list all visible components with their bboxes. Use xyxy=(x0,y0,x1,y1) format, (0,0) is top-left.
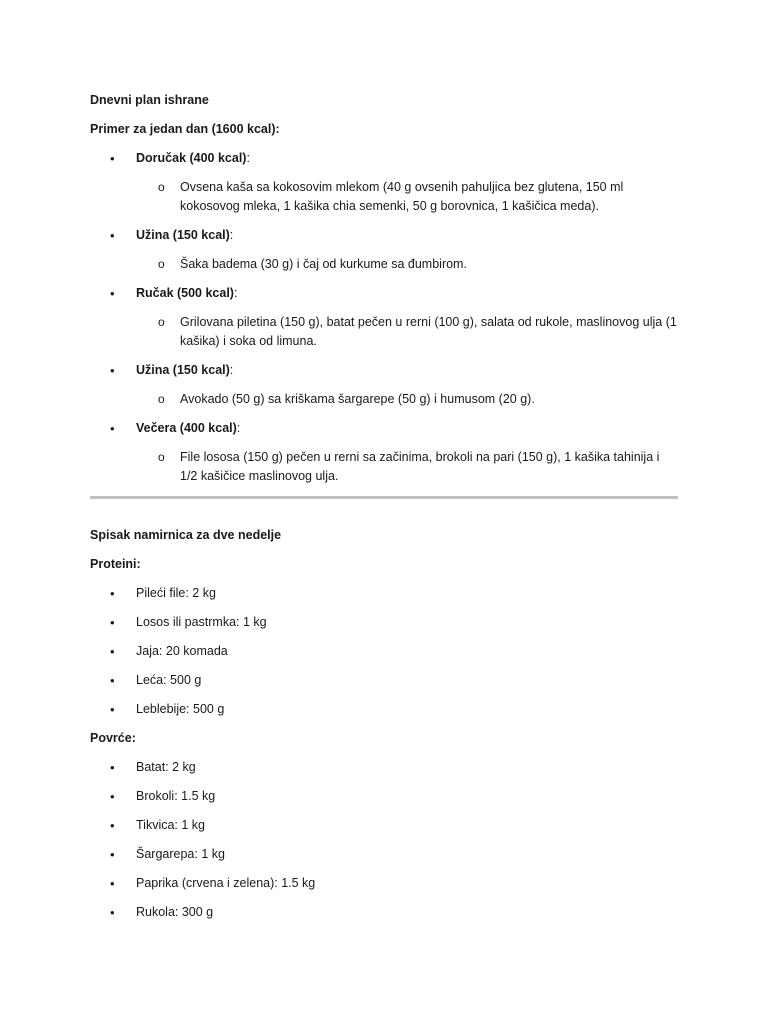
document-page xyxy=(90,91,680,932)
meal-suffix: : xyxy=(236,421,241,435)
list-item xyxy=(90,874,680,893)
plan-subtitle: Primer za jedan dan (1600 kcal): xyxy=(90,122,280,136)
meal-item xyxy=(90,149,680,216)
meal-suffix: : xyxy=(229,228,234,242)
meal-detail xyxy=(90,313,680,351)
meal-list xyxy=(90,149,680,486)
list-item-text: Leblebije: 500 g xyxy=(136,702,225,716)
list-item xyxy=(90,758,680,777)
list-item xyxy=(90,584,680,603)
meal-item xyxy=(90,361,680,409)
list-item-text: Šargarepa: 1 kg xyxy=(136,847,225,861)
meal-detail xyxy=(90,255,680,274)
bullet-icon: • xyxy=(110,905,115,920)
bullet-icon: • xyxy=(110,586,115,601)
meal-detail-text: Šaka badema (30 g) i čaj od kurkume sa đumbirom. xyxy=(180,257,467,271)
meal-item xyxy=(90,284,680,351)
list-item xyxy=(90,845,680,864)
meal-detail-text: File lososa (150 g) pečen u rerni sa začinima, brokoli na pari (150 g), 1 kašika tahinija i 1/2 kašičice maslinovog ulja. xyxy=(180,450,660,483)
bullet-icon: • xyxy=(110,286,115,301)
shopping-title: Spisak namirnica za dve nedelje xyxy=(90,528,282,542)
bullet-icon: • xyxy=(110,615,115,630)
meal-item xyxy=(90,419,680,486)
list-item-text: Rukola: 300 g xyxy=(136,905,214,919)
meal-detail-text: Avokado (50 g) sa kriškama šargarepe (50 g) i humusom (20 g). xyxy=(180,392,535,406)
list-item-text: Tikvica: 1 kg xyxy=(136,818,206,832)
meal-suffix: : xyxy=(246,151,250,165)
list-item xyxy=(90,613,680,632)
meal-detail-text: Ovsena kaša sa kokosovim mlekom (40 g ovsenih pahuljica bez glutena, 150 ml kokosovog mleka, 1 kašika chia semenki, 50 g borovnica, 1 kašičica meda). xyxy=(180,180,624,213)
bullet-icon: • xyxy=(110,363,115,378)
horizontal-divider xyxy=(90,496,678,499)
proteins-list xyxy=(90,584,680,719)
bullet-icon: • xyxy=(110,760,115,775)
bullet-icon: • xyxy=(110,702,115,717)
bullet-icon: • xyxy=(110,644,115,659)
meal-name: Užina (150 kcal) xyxy=(136,363,230,377)
vegetables-heading: Povrće: xyxy=(90,731,136,745)
sub-bullet-icon: o xyxy=(158,450,165,464)
bullet-icon: • xyxy=(110,151,115,166)
sub-bullet-icon: o xyxy=(158,180,165,194)
list-item-text: Losos ili pastrmka: 1 kg xyxy=(136,615,267,629)
meal-name: Večera (400 kcal) xyxy=(136,421,237,435)
bullet-icon: • xyxy=(110,818,115,833)
bullet-icon: • xyxy=(110,789,115,804)
meal-detail xyxy=(90,390,680,409)
list-item xyxy=(90,816,680,835)
list-item-text: Pileći file: 2 kg xyxy=(136,586,216,600)
bullet-icon: • xyxy=(110,876,115,891)
list-item-text: Jaja: 20 komada xyxy=(136,644,228,658)
plan-title: Dnevni plan ishrane xyxy=(90,93,209,107)
bullet-icon: • xyxy=(110,228,115,243)
bullet-icon: • xyxy=(110,847,115,862)
list-item xyxy=(90,700,680,719)
meal-detail xyxy=(90,448,680,486)
proteins-heading: Proteini: xyxy=(90,557,141,571)
bullet-icon: • xyxy=(110,673,115,688)
meal-item xyxy=(90,226,680,274)
list-item-text: Leća: 500 g xyxy=(136,673,202,687)
sub-bullet-icon: o xyxy=(158,392,165,406)
list-item-text: Paprika (crvena i zelena): 1.5 kg xyxy=(136,876,316,890)
meal-detail-text: Grilovana piletina (150 g), batat pečen u rerni (100 g), salata od rukole, maslinovog ulja (1 kašika) i soka od limuna. xyxy=(180,315,677,348)
meal-detail xyxy=(90,178,680,216)
meal-suffix: : xyxy=(233,286,238,300)
sub-bullet-icon: o xyxy=(158,315,165,329)
vegetables-list xyxy=(90,758,680,922)
bullet-icon: • xyxy=(110,421,115,436)
meal-suffix: : xyxy=(229,363,234,377)
meal-name: Ručak (500 kcal) xyxy=(136,286,234,300)
meal-name: Užina (150 kcal) xyxy=(136,228,230,242)
list-item-text: Batat: 2 kg xyxy=(136,760,196,774)
list-item xyxy=(90,903,680,922)
meal-name: Doručak (400 kcal) xyxy=(136,151,247,165)
list-item xyxy=(90,671,680,690)
list-item xyxy=(90,787,680,806)
sub-bullet-icon: o xyxy=(158,257,165,271)
list-item xyxy=(90,642,680,661)
list-item-text: Brokoli: 1.5 kg xyxy=(136,789,216,803)
